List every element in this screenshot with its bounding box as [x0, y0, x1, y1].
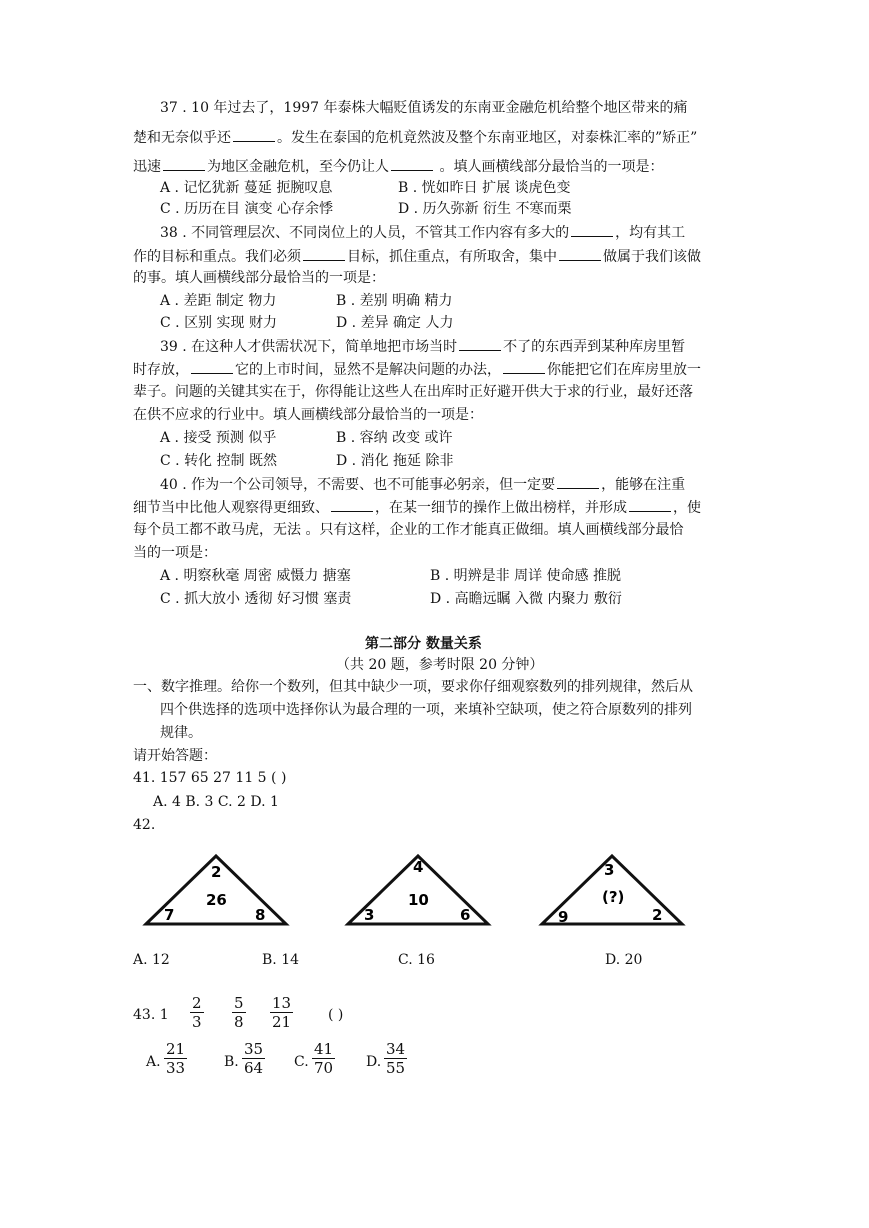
triangle-1-center: 26 — [206, 891, 227, 909]
q37-option-b: B . 恍如昨日 扩展 谈虎色变 — [398, 180, 571, 196]
exam-page: 37 . 10 年过去了，1997 年泰株大幅贬值诱发的东南亚金融危机给整个地区带来的痛 楚和无奈似乎还 。发生在泰国的危机竟然波及整个东南亚地区，对泰株汇率的”矫正” 迅速 为地区金融危机，至今仍让人 。填人画横线部分最恰当的一项是： A . 记忆犹新 蔓延 扼腕叹息 B . 恍如昨日 扩展 谈虎色变 C . 历历在目 演变 心存余悸 D . 历久弥新 衍生 不寒而栗 38 . 不同管理层次、不同岗位上的人员，不管其工作内容有多大的 ，均有其工 作的目标和重点。我们必须 目标，抓住重点，有所取舍，集中 做属于我们该做 的事。填人画横线部分最恰当的一项是： A . 差距 制定 物力 B . 差别 明确 精力 C . 区别 实现 财力 D . 差异 确定 人力 39 . 在这种人才供需状况下，简单地把市场当时 不了的东西弄到某种库房里暂 时存放， 它的上市时间，显然不是解决问题的办法， 你能把它们在库房里放一 辈子。问题的关键其实在于，你得能让这些人在出库时正好避开供大于求的行业，最好还落 在供不应求的行业中。填人画横线部分最恰当的一项是： A . 接受 预测 似乎 B . 容纳 改变 或许 C . 转化 控制 既然 D . 消化 拖延 除非 40 . 作为一个公司领导，不需要、也不可能事必躬亲，但一定要 ，能够在注重 细节当中比他人观察得更细致、 ，在某一细节的操作上做出榜样，并形成 ，使 每个员工都不敢马虎，无法 。只有这样，企业的工作才能真正做细。填人画横线部分最恰 当的一项是： A . 明察秋毫 周密 威慑力 搪塞 B . 明辨是非 周详 使命感 推脱 C . 抓大放小 透彻 好习惯 塞责 D . 高瞻远瞩 入微 内聚力 敷衍 第二部分 数量关系 （共 20 题，参考时限 20 分钟） 一、数字推理。给你一个数列，但其中缺少一项，要求你仔细观察数列的排列规律，然后从 四个供选择的选项中选择你认为最合理的一项，来填补空缺项，使之符合原数列的排列 规律。 请开始答题： 41. 157 65 27 11 5 ( ) A. 4 B. 3 C. 2 D. 1 42. 2 26 7 8 4 10 3 6 3 (?) 9 2 A. 12 B. 14 C. 16 D. 20 43. 1 $\frac{2}{3}$ $\frac{5}{8}$ $\frac{13}{21}$ ( ) A. $\frac{21}{33}$ B. $\frac{35}{64}$ C. $\frac{41}{70}$ D. $\frac{34}{55}$ — [133, 100, 701, 1077]
q38-option-a: A . 差距 制定 物力 — [160, 293, 277, 309]
answer-blank — [571, 222, 613, 237]
answer-blank — [163, 156, 205, 171]
q40-option-d: D . 高瞻远瞩 入微 内聚力 敷衍 — [430, 591, 622, 607]
q39-option-d: D . 消化 拖延 除非 — [336, 453, 454, 469]
answer-blank — [303, 246, 345, 261]
answer-blank — [233, 127, 275, 142]
q39-line1: 39 . 在这种人才供需状况下，简单地把市场当时 不了的东西弄到某种库房里暂 — [160, 336, 685, 357]
q37-option-d: D . 历久弥新 衍生 不寒而栗 — [398, 201, 572, 217]
q41-options: A. 4 B. 3 C. 2 D. 1 — [153, 794, 279, 810]
triangle-3-center: (?) — [602, 888, 625, 906]
answer-blank — [629, 497, 671, 512]
q42-option-b: B. 14 — [262, 952, 300, 968]
triangle-figure-1 — [140, 850, 300, 930]
q42-option-d: D. 20 — [605, 952, 643, 968]
q41-stem: 41. 157 65 27 11 5 ( ) — [133, 770, 287, 786]
answer-blank — [559, 246, 601, 261]
intro-line2: 四个供选择的选项中选择你认为最合理的一项，来填补空缺项，使之符合原数列的排列 — [160, 702, 692, 718]
triangle-1-right: 8 — [255, 906, 266, 924]
q43-term-1: $\frac{2}{3}$ — [192, 994, 202, 1031]
q37-line1: 37 . 10 年过去了，1997 年泰株大幅贬值诱发的东南亚金融危机给整个地区带来的痛 — [160, 100, 688, 116]
q38-line1: 38 . 不同管理层次、不同岗位上的人员，不管其工作内容有多大的 ，均有其工 — [160, 222, 685, 243]
q39-line3: 辈子。问题的关键其实在于，你得能让这些人在出库时正好避开供大于求的行业，最好还落 — [133, 384, 693, 400]
triangle-2-top: 4 — [413, 858, 424, 876]
answer-blank — [459, 336, 501, 351]
q38-option-d: D . 差异 确定 人力 — [336, 315, 454, 331]
q38-line2: 作的目标和重点。我们必须 目标，抓住重点，有所取舍，集中 做属于我们该做 — [133, 246, 701, 267]
q38-option-c: C . 区别 实现 财力 — [160, 315, 277, 331]
triangle-1-left: 7 — [164, 906, 175, 924]
q39-option-c: C . 转化 控制 既然 — [160, 453, 277, 469]
q38-option-b: B . 差别 明确 精力 — [336, 293, 453, 309]
section-title: 第二部分 数量关系 — [365, 636, 482, 652]
q39-option-a: A . 接受 预测 似乎 — [160, 430, 277, 446]
q37-line3: 迅速 为地区金融危机，至今仍让人 。填人画横线部分最恰当的一项是： — [133, 156, 663, 177]
q37-option-a: A . 记忆犹新 蔓延 扼腕叹息 — [160, 180, 333, 196]
triangle-1-top: 2 — [211, 863, 222, 881]
intro-line1: 一、数字推理。给你一个数列，但其中缺少一项，要求你仔细观察数列的排列规律，然后从 — [133, 679, 693, 695]
q40-option-c: C . 抓大放小 透彻 好习惯 塞责 — [160, 591, 352, 607]
triangle-2-right: 6 — [460, 906, 471, 924]
triangle-2-center: 10 — [408, 891, 429, 909]
q40-line4: 当的一项是： — [133, 545, 217, 561]
answer-blank — [191, 359, 233, 374]
answer-blank — [331, 497, 373, 512]
triangle-3-top: 3 — [604, 861, 615, 879]
section-subtitle: （共 20 题，参考时限 20 分钟） — [336, 657, 544, 673]
q42-option-a: A. 12 — [133, 952, 170, 968]
q43-blank: ( ) — [328, 1007, 344, 1023]
q42-label: 42. — [133, 817, 156, 833]
answer-blank — [391, 156, 433, 171]
answer-blank — [557, 474, 599, 489]
triangle-figure-3 — [536, 850, 696, 930]
q39-line4: 在供不应求的行业中。填人画横线部分最恰当的一项是： — [133, 407, 483, 423]
q37-line2: 楚和无奈似乎还 。发生在泰国的危机竟然波及整个东南亚地区，对泰株汇率的”矫正” — [133, 127, 697, 148]
q42-option-c: C. 16 — [398, 952, 435, 968]
start-prompt: 请开始答题： — [133, 748, 217, 764]
triangle-figure-2 — [342, 850, 502, 930]
answer-blank — [503, 359, 545, 374]
triangle-3-left: 9 — [558, 908, 569, 926]
q40-line3: 每个员工都不敢马虎，无法 。只有这样，企业的工作才能真正做细。填人画横线部分最恰 — [133, 522, 684, 538]
q37-option-c: C . 历历在目 演变 心存余悸 — [160, 201, 333, 217]
q43-label: 43. 1 — [133, 1007, 169, 1023]
intro-line3: 规律。 — [160, 725, 202, 741]
q38-line3: 的事。填人画横线部分最恰当的一项是： — [133, 270, 385, 286]
q40-line2: 细节当中比他人观察得更细致、 ，在某一细节的操作上做出榜样，并形成 ，使 — [133, 497, 701, 518]
q40-line1: 40 . 作为一个公司领导，不需要、也不可能事必躬亲，但一定要 ，能够在注重 — [160, 474, 685, 495]
q43-term-3: $\frac{13}{21}$ — [272, 994, 292, 1031]
q40-option-b: B . 明辨是非 周详 使命感 推脱 — [430, 568, 621, 584]
triangle-2-left: 3 — [364, 906, 375, 924]
q40-option-a: A . 明察秋毫 周密 威慑力 搪塞 — [160, 568, 351, 584]
triangle-3-right: 2 — [652, 906, 663, 924]
q43-term-2: $\frac{5}{8}$ — [234, 994, 244, 1031]
q39-option-b: B . 容纳 改变 或许 — [336, 430, 453, 446]
q39-line2: 时存放， 它的上市时间，显然不是解决问题的办法， 你能把它们在库房里放一 — [133, 359, 701, 380]
